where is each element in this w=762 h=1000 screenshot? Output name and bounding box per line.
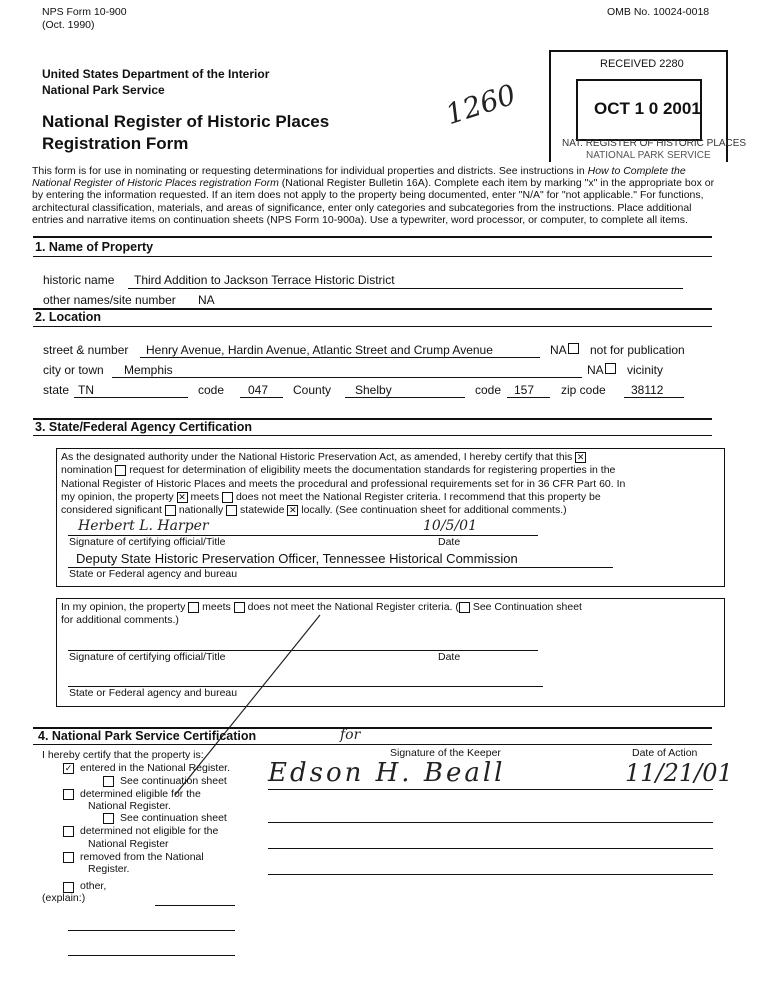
keeper-for-note: for bbox=[340, 727, 361, 743]
b2-continuation-checkbox[interactable] bbox=[459, 602, 470, 613]
explain-label: (explain:) bbox=[42, 892, 86, 904]
instructions-paragraph: This form is for use in nominating or requesting determinations for individual properties and districts. See instructions in How to Complete the National Register of Historic Places registration Form (National Register Bulletin 16A). Complete each item by marking "x" in the appropriate box or by entering the information requested. If an item does not apply to the property being documented, enter "N/A" for "not applicable." For functions, architectural classification, materials, and areas of significance, enter only categories and subcategories from the instructions. Place additional entries and narrative items on continuation sheets (NPS Form 10-900a). Use a typewriter, word processor, or computer, to complete all items. bbox=[32, 165, 715, 226]
vicinity-label: vicinity bbox=[627, 363, 664, 377]
section-4-heading: 4. National Park Service Certification bbox=[38, 729, 257, 743]
na-label-2: NA bbox=[587, 363, 604, 377]
county-field[interactable]: Shelby bbox=[355, 383, 392, 397]
not-eligible-label-2: National Register bbox=[88, 838, 169, 850]
see-continuation-2-checkbox[interactable] bbox=[103, 813, 114, 824]
statewide-checkbox[interactable] bbox=[226, 505, 237, 516]
date-label: Date bbox=[438, 536, 461, 548]
section-1-heading: 1. Name of Property bbox=[35, 240, 154, 254]
zip-field[interactable]: 38112 bbox=[631, 383, 664, 397]
not-eligible-label-1: determined not eligible for the bbox=[80, 825, 219, 837]
removed-label-2: Register. bbox=[88, 863, 130, 875]
b2-date-label: Date bbox=[438, 651, 461, 663]
county-label: County bbox=[293, 383, 332, 397]
action-date: 11/21/01 bbox=[625, 759, 733, 787]
stamp-received: RECEIVED 2280 bbox=[600, 58, 684, 70]
street-field[interactable]: Henry Avenue, Hardin Avenue, Atlantic Street and Crump Avenue bbox=[146, 343, 493, 357]
see-continuation-1-checkbox[interactable] bbox=[103, 776, 114, 787]
city-field[interactable]: Memphis bbox=[124, 363, 173, 377]
nps-intro: I hereby certify that the property is: bbox=[42, 749, 204, 761]
removed-label-1: removed from the National bbox=[80, 851, 204, 863]
nomination-checkbox[interactable]: ✕ bbox=[576, 451, 585, 462]
removed-checkbox[interactable] bbox=[63, 852, 74, 863]
other-names-field[interactable]: NA bbox=[198, 293, 215, 307]
certifying-signature: Herbert L. Harper bbox=[78, 518, 209, 534]
stamp-line-2: NATIONAL PARK SERVICE bbox=[586, 150, 711, 161]
state-field[interactable]: TN bbox=[78, 383, 94, 397]
entered-checkbox[interactable]: ✓ bbox=[64, 763, 73, 773]
locally-checkbox[interactable]: ✕ bbox=[289, 504, 297, 515]
request-determination-checkbox[interactable] bbox=[115, 465, 126, 476]
historic-name-label: historic name bbox=[43, 273, 115, 287]
nationally-checkbox[interactable] bbox=[165, 505, 176, 516]
stamp-line-1: NAT. REGISTER OF HISTORIC PLACES bbox=[562, 138, 747, 149]
b2-signature-label: Signature of certifying official/Title bbox=[69, 651, 226, 663]
other-label: other, bbox=[80, 880, 107, 892]
certifying-date: 10/5/01 bbox=[423, 518, 477, 534]
section-3-heading: 3. State/Federal Agency Certification bbox=[35, 420, 252, 434]
date-of-action-label: Date of Action bbox=[632, 747, 698, 759]
entered-label: entered in the National Register. bbox=[80, 762, 231, 774]
state-label: state bbox=[43, 383, 70, 397]
omb-number: OMB No. 10024-0018 bbox=[607, 6, 710, 18]
eligible-label-1: determined eligible for the bbox=[80, 788, 201, 800]
does-not-meet-checkbox[interactable] bbox=[222, 492, 233, 503]
city-label: city or town bbox=[43, 363, 104, 377]
stamp-date: OCT 1 0 2001 bbox=[594, 99, 701, 118]
department: United States Department of the Interior bbox=[42, 67, 270, 81]
not-eligible-checkbox[interactable] bbox=[63, 826, 74, 837]
not-for-publication-label: not for publication bbox=[590, 343, 685, 357]
state-code-label: code bbox=[198, 383, 225, 397]
state-certification-text: As the designated authority under the National Historic Preservation Act, as amended, I hereby certify that this ✕ nomination request for determination of eligibility meets the documentation standards for registering properties in the National Register of Historic Places and meets the procedural and professional requirements set for in 36 CFR Part 60. In my opinion, the property ✕ meets does not meet the National Register criteria. I recommend that this property be considered significant nationally statewide ✕ locally. (See continuation sheet for additional comments.) bbox=[61, 451, 626, 517]
form-number: NPS Form 10-900 bbox=[42, 6, 127, 18]
form-subtitle: Registration Form bbox=[42, 134, 189, 153]
keeper-signature: Edson H. Beall bbox=[268, 758, 506, 788]
meets-checkbox[interactable]: ✕ bbox=[178, 491, 186, 502]
historic-name-field[interactable]: Third Addition to Jackson Terrace Historic District bbox=[134, 273, 395, 287]
county-code-field[interactable]: 157 bbox=[514, 383, 535, 397]
na-label-1: NA bbox=[550, 343, 567, 357]
eligible-checkbox[interactable] bbox=[63, 789, 74, 800]
agency: National Park Service bbox=[42, 83, 165, 97]
bureau-label: State or Federal agency and bureau bbox=[69, 568, 238, 580]
not-for-publication-checkbox[interactable] bbox=[568, 343, 579, 354]
state-code-field[interactable]: 047 bbox=[248, 383, 269, 397]
county-code-label: code bbox=[475, 383, 502, 397]
official-title: Deputy State Historic Preservation Officer, Tennessee Historical Commission bbox=[76, 551, 518, 566]
street-label: street & number bbox=[43, 343, 129, 357]
handwritten-number: 1260 bbox=[441, 77, 520, 132]
form-title: National Register of Historic Places bbox=[42, 112, 330, 131]
eligible-label-2: National Register. bbox=[88, 800, 171, 812]
see-continuation-2-label: See continuation sheet bbox=[120, 812, 227, 824]
comment-certification-text: In my opinion, the property meets does not meet the National Register criteria. ( See Continuation sheet for additional comments.) bbox=[61, 601, 582, 626]
section-2-heading: 2. Location bbox=[35, 310, 101, 324]
other-names-label: other names/site number bbox=[43, 293, 176, 307]
zip-label: zip code bbox=[561, 383, 606, 397]
b2-bureau-label: State or Federal agency and bureau bbox=[69, 687, 238, 699]
form-date: (Oct. 1990) bbox=[42, 19, 95, 31]
vicinity-checkbox[interactable] bbox=[605, 363, 616, 374]
signature-label: Signature of certifying official/Title bbox=[69, 536, 226, 548]
keeper-signature-label: Signature of the Keeper bbox=[390, 747, 501, 759]
see-continuation-1-label: See continuation sheet bbox=[120, 775, 227, 787]
